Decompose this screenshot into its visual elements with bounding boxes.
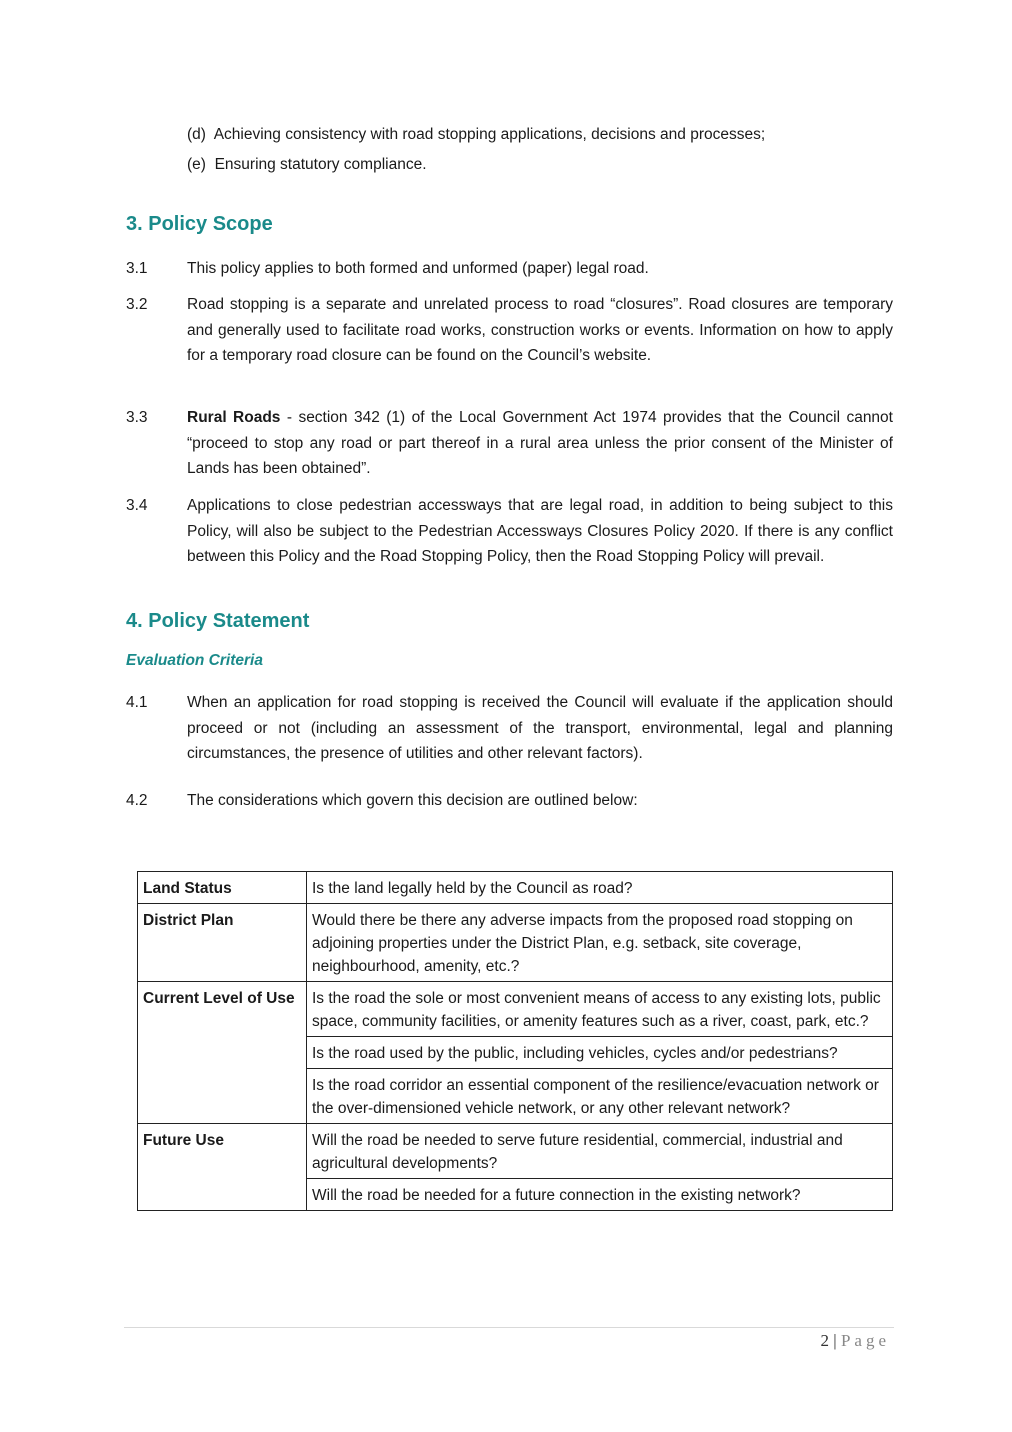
criteria-question: Is the road used by the public, including vehicles, cycles and/or pedestrians?: [307, 1037, 893, 1069]
criteria-label: District Plan: [138, 904, 307, 982]
clause-number: 3.3: [126, 409, 148, 426]
clause-number: 4.2: [126, 792, 148, 809]
page-number: 2: [820, 1331, 830, 1350]
evaluation-criteria-table: [137, 871, 893, 1211]
footer-divider: [124, 1327, 894, 1328]
clause-3-2-text: Road stopping is a separate and unrelated process to road “closures”. Road closures are temporary and generally used to facilitate road works, construction works or events. Information on how to apply for a temporary road closure can be found on the Council’s website.: [187, 296, 893, 365]
rural-roads-bold: Rural Roads: [187, 409, 281, 426]
clause-number: 4.1: [126, 694, 148, 711]
criteria-question: Is the road corridor an essential component of the resilience/evacuation network or the over-dimensioned vehicle network, or any other relevant network?: [307, 1069, 893, 1124]
list-marker: (d): [187, 126, 206, 143]
page-footer: [821, 1331, 890, 1351]
criteria-label: Current Level of Use: [138, 982, 307, 1124]
evaluation-criteria-subheading: Evaluation Criteria: [126, 652, 263, 669]
criteria-question: Would there be there any adverse impacts from the proposed road stopping on adjoining properties under the District Plan, e.g. setback, site coverage, neighbourhood, amenity, etc.?: [307, 904, 893, 982]
clause-number: 3.2: [126, 296, 148, 313]
footer-separator: |: [833, 1331, 837, 1350]
criteria-label: Future Use: [138, 1124, 307, 1211]
table-row: [138, 982, 893, 1037]
clause-3-4-text: Applications to close pedestrian accessways that are legal road, in addition to being subject to this Policy, will also be subject to the Pedestrian Accessways Closures Policy 2020. If there is any conflict between this Policy and the Road Stopping Policy, then the Road Stopping Policy will prevail.: [187, 497, 893, 566]
criteria-question: Is the land legally held by the Council as road?: [307, 872, 893, 904]
clause-3-1-text: This policy applies to both formed and unformed (paper) legal road.: [187, 260, 649, 277]
table-row: [138, 904, 893, 982]
list-text: Ensuring statutory compliance.: [214, 156, 427, 173]
criteria-question: Is the road the sole or most convenient means of access to any existing lots, public space, community facilities, or amenity features such as a river, coast, park, etc.?: [307, 982, 893, 1037]
table-row: [138, 1124, 893, 1179]
section-3-heading: 3. Policy Scope: [126, 213, 273, 235]
criteria-label: Land Status: [138, 872, 307, 904]
list-marker: (e): [187, 156, 206, 173]
clause-4-1-text: When an application for road stopping is received the Council will evaluate if the application should proceed or not (including an assessment of the transport, environmental, legal and planning circumstances, the presence of utilities and other relevant factors).: [187, 694, 893, 763]
clause-number: 3.1: [126, 260, 148, 277]
page-label: Page: [840, 1331, 890, 1350]
criteria-question: Will the road be needed for a future connection in the existing network?: [307, 1179, 893, 1211]
clause-number: 3.4: [126, 497, 148, 514]
section-4-heading: 4. Policy Statement: [126, 610, 310, 632]
list-text: Achieving consistency with road stopping applications, decisions and processes;: [213, 126, 766, 143]
table-row: [138, 872, 893, 904]
list-item-d: [187, 124, 765, 146]
clause-3-3-text: [187, 405, 893, 482]
clause-4-2-text: The considerations which govern this decision are outlined below:: [187, 792, 638, 809]
clause-3-3-body: - section 342 (1) of the Local Government Act 1974 provides that the Council cannot “proceed to stop any road or part thereof in a rural area unless the prior consent of the Minister of Lands has been obtained”.: [187, 409, 893, 478]
list-item-e: [187, 154, 427, 176]
criteria-question: Will the road be needed to serve future residential, commercial, industrial and agricultural developments?: [307, 1124, 893, 1179]
